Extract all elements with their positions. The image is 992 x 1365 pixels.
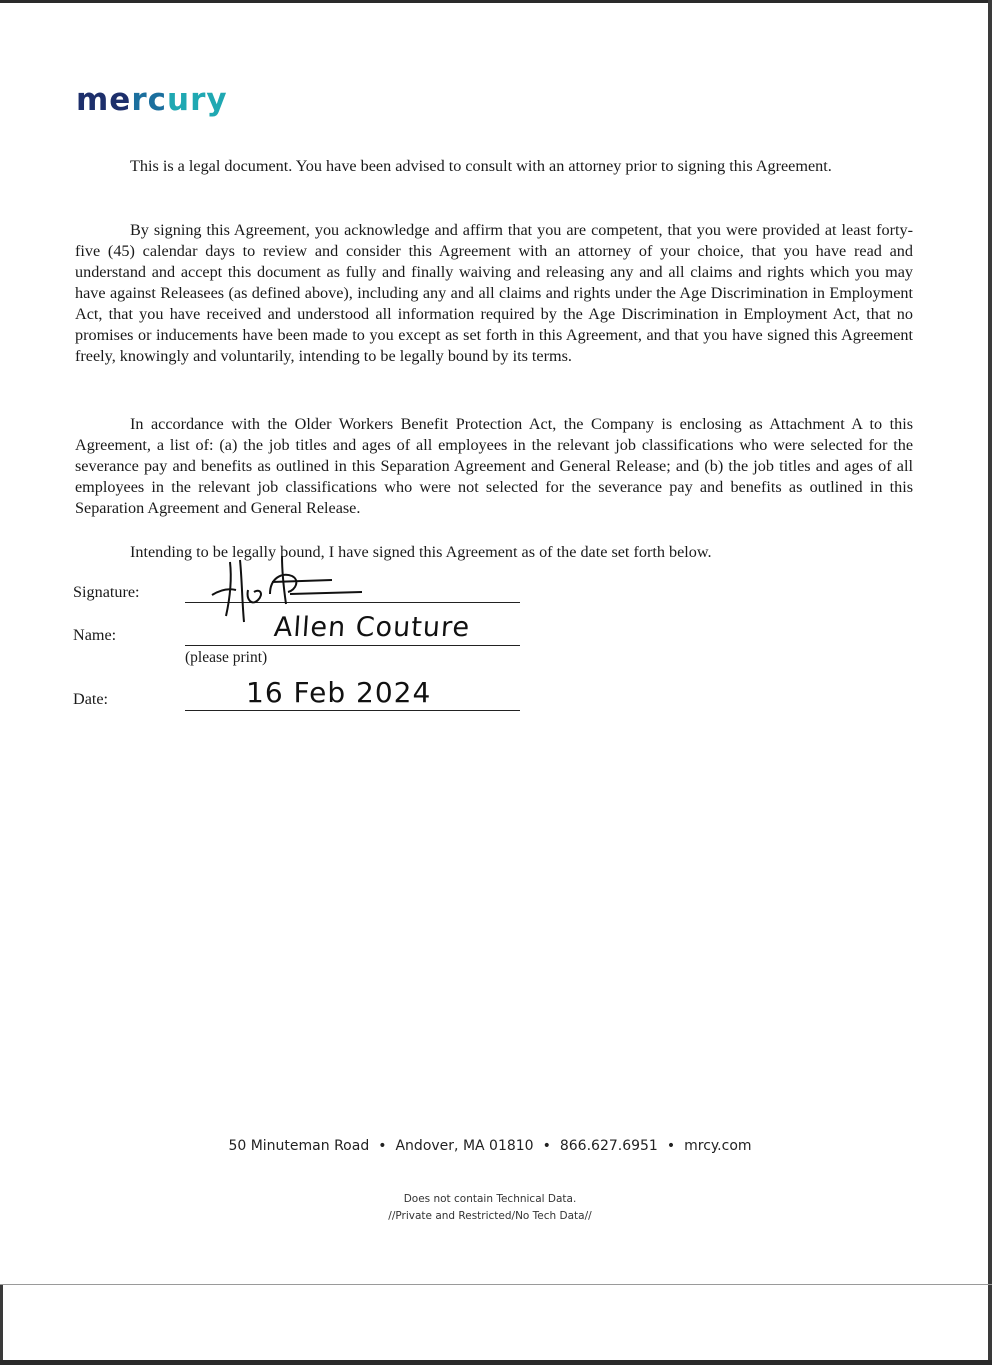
footer-street: 50 Minuteman Road	[228, 1138, 370, 1154]
paragraph-intent: Intending to be legally bound, I have signed this Agreement as of the date set forth below.	[130, 543, 712, 561]
bullet-separator: •	[378, 1138, 387, 1154]
logo-text-part1: me	[76, 82, 132, 118]
date-label: Date:	[73, 690, 109, 708]
scan-edge-right	[988, 0, 992, 1365]
scan-fold-line	[0, 1284, 992, 1285]
logo-text-part3: ury	[167, 82, 228, 118]
footer-note-technical-data: Does not contain Technical Data.	[403, 1193, 577, 1205]
paragraph-owbpa: In accordance with the Older Workers Benefit Protection Act, the Company is enclosing as Attachment A to this Agreement, a list of: (a) the job titles and ages of all employees in the relevant job classifications who were selected for the severance pay and benefits as outlined in this Separation Agreement and General Release; and (b) the job titles and ages of all employees in the relevant job classifications who were not selected for the severance pay and benefits as outlined in this Separation Agreement and General Release.	[75, 415, 913, 517]
name-line	[185, 645, 520, 646]
name-label: Name:	[73, 626, 117, 644]
handwritten-date: 16 Feb 2024	[246, 676, 432, 709]
footer-note-classification: //Private and Restricted/No Tech Data//	[388, 1210, 592, 1222]
scan-edge-bottom	[0, 1360, 992, 1365]
paragraph-acknowledgement: By signing this Agreement, you acknowledge and affirm that you are competent, that you were provided at least forty-five (45) calendar days to review and consider this Agreement with an attorney of your choice, that you have read and understand and accept this document as fully and finally waiving and releasing any and all claims and rights which you may have against Releasees (as defined above), including any and all claims and rights under the Age Discrimination in Employment Act, that you have received and understood all information required by the Age Discrimination in Employment Act, that no promises or inducements have been made to you except as set forth in this Agreement, and that you have signed this Agreement freely, knowingly and voluntarily, intending to be legally bound by its terms.	[75, 221, 913, 365]
logo-text-part2: rc	[131, 82, 167, 118]
company-logo	[76, 80, 228, 120]
paragraph-legal-notice: This is a legal document. You have been advised to consult with an attorney prior to signing this Agreement.	[130, 157, 832, 175]
date-line	[185, 710, 520, 711]
footer-phone: 866.627.6951	[559, 1138, 658, 1154]
scan-edge-top	[0, 0, 992, 3]
bullet-separator: •	[542, 1138, 551, 1154]
footer-address	[0, 1138, 980, 1154]
signature-label: Signature:	[73, 583, 140, 601]
please-print-note: (please print)	[185, 649, 268, 666]
footer-city: Andover, MA 01810	[395, 1138, 534, 1154]
bullet-separator: •	[666, 1138, 676, 1154]
scan-edge-left	[0, 1285, 3, 1365]
footer-website: mrcy.com	[684, 1138, 752, 1154]
handwritten-name: Allen Couture	[272, 612, 472, 643]
